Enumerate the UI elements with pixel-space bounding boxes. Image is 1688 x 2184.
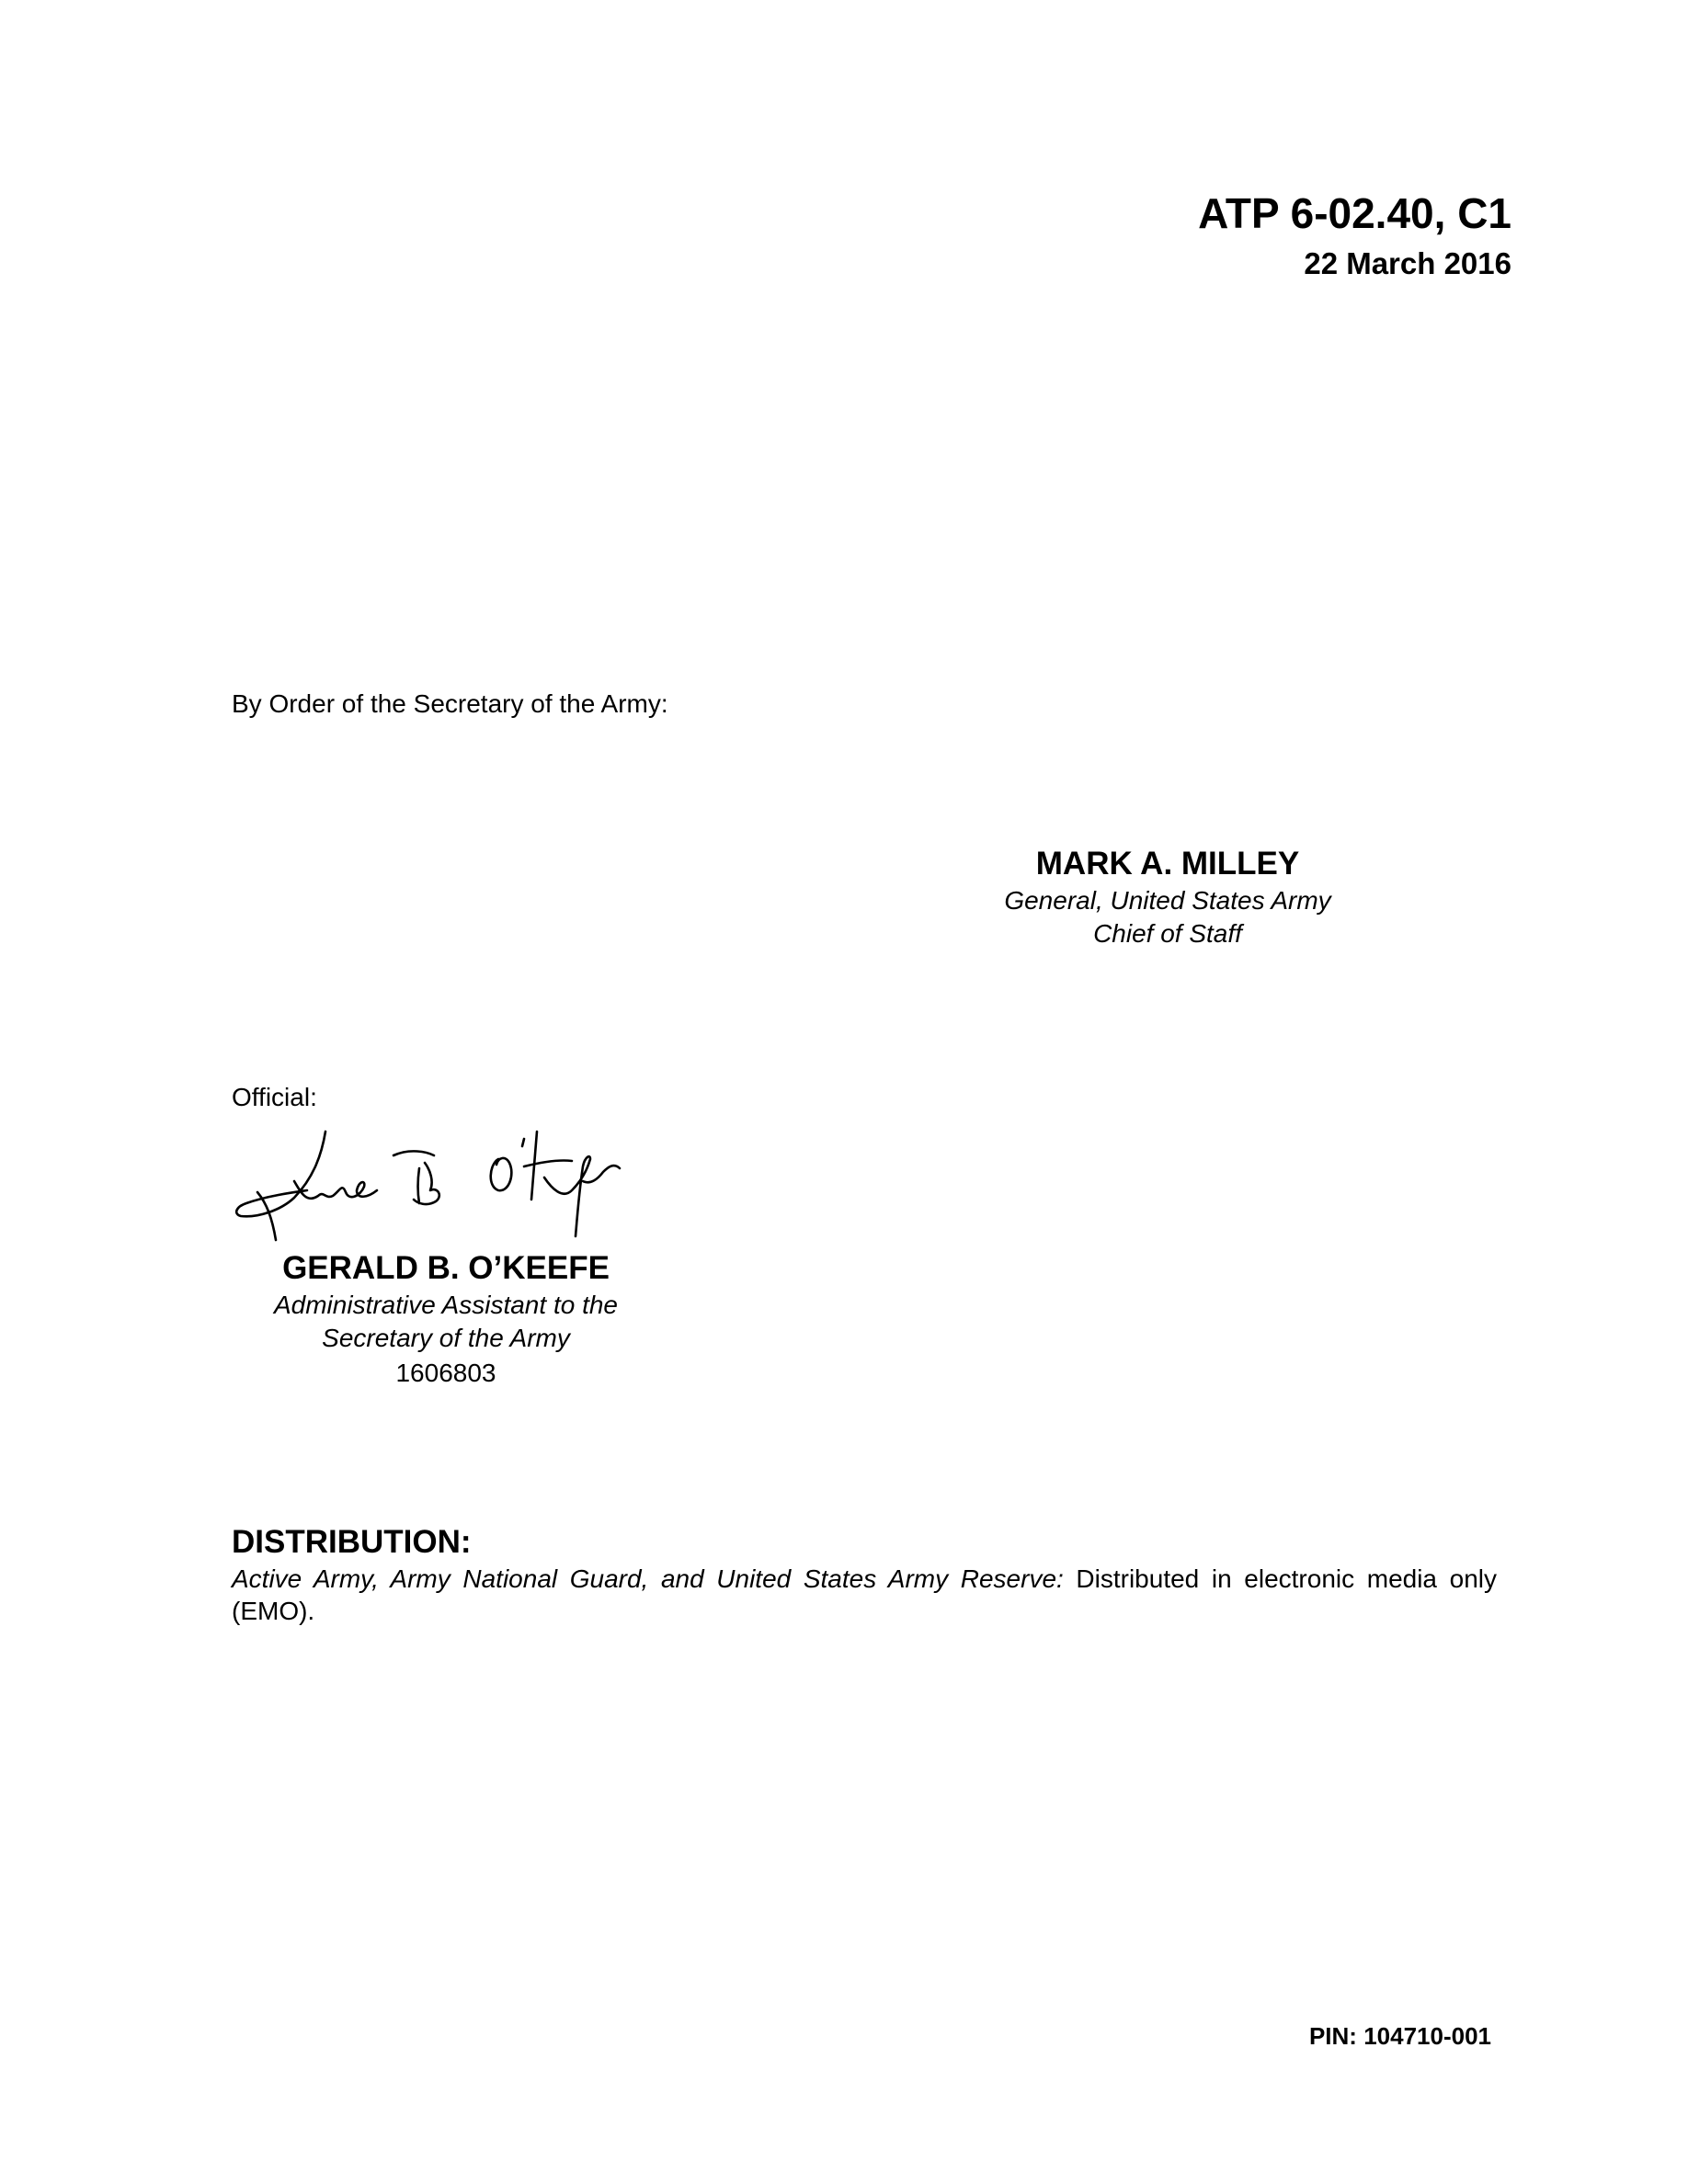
distribution-statement: Distributed in electronic media only (EMO). [232,1564,1497,1625]
chief-name: MARK A. MILLEY [1035,846,1300,882]
distribution-text [232,1563,1497,1627]
doc-date: 22 March 2016 [1304,246,1511,280]
doc-number: ATP 6-02.40, C1 [1198,189,1511,237]
official-title-line2: Secretary of the Army [322,1324,570,1352]
chief-title-line1: General, United States Army [1004,886,1331,915]
chief-title-line2: Chief of Staff [1093,919,1242,948]
administrative-assistant-block [211,1248,680,1392]
pin-number: PIN: 104710-001 [1308,2022,1491,2050]
distribution-heading: DISTRIBUTION: [232,1524,472,1560]
official-name: GERALD B. O’KEEFE [282,1250,610,1286]
by-order-line: By Order of the Secretary of the Army: [232,689,668,718]
official-title-line1: Administrative Assistant to the [273,1291,618,1319]
official-label: Official: [232,1083,317,1111]
distribution-components: Active Army, Army National Guard, and United States Army Reserve: [232,1564,1064,1593]
chief-of-staff-block [919,844,1416,950]
authentication-code: 1606803 [395,1359,496,1387]
handwritten-signature [230,1126,671,1246]
